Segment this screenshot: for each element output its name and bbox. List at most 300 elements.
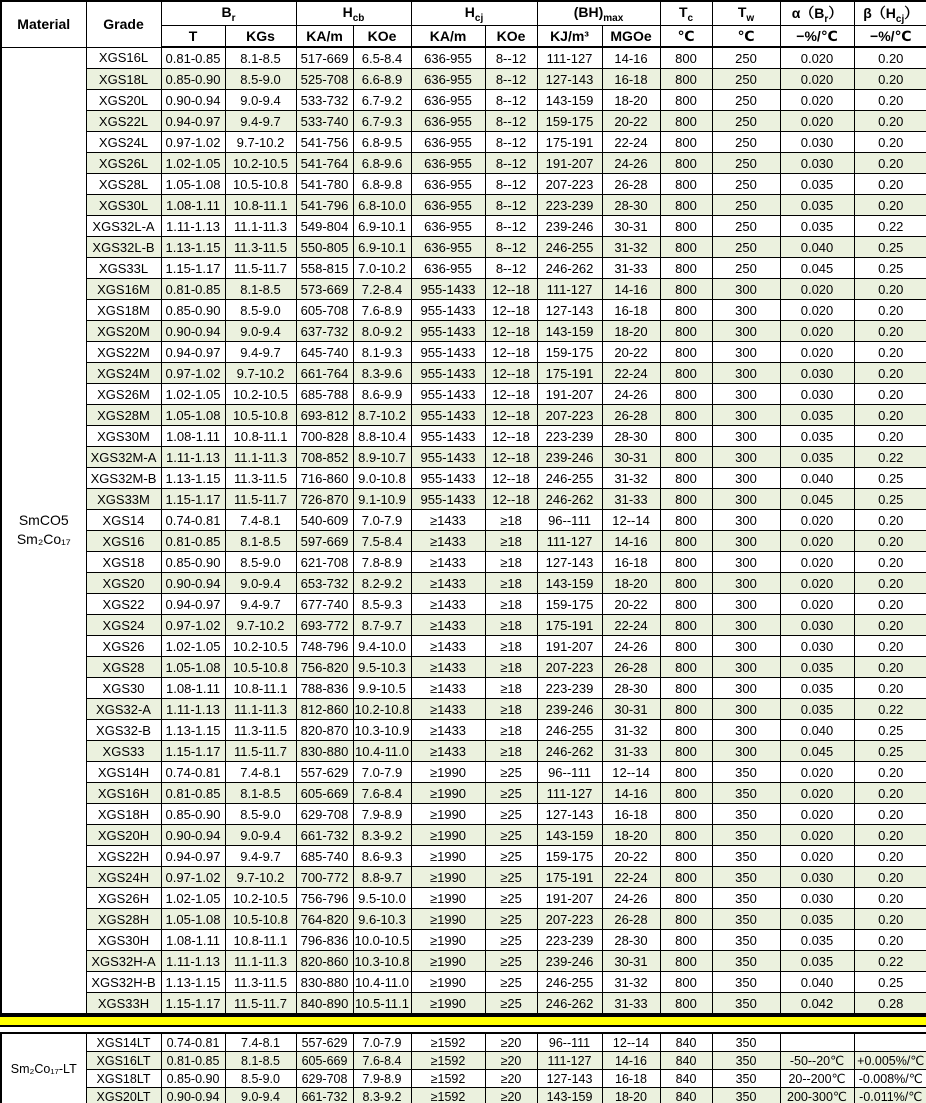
- hcb-kam-cell: 653-732: [296, 573, 353, 594]
- alpha-cell: -50--20℃: [780, 1052, 854, 1070]
- hcb-kam-cell: 605-669: [296, 1052, 353, 1070]
- hcj-koe-cell: 8--12: [485, 111, 537, 132]
- beta-cell: 0.20: [854, 510, 926, 531]
- alpha-cell: 0.030: [780, 636, 854, 657]
- tw-cell: 300: [712, 636, 780, 657]
- br-kgs-cell: 11.3-11.5: [225, 468, 296, 489]
- col-header-beta-hcj: $\beta(H_{cj})$: [854, 1, 926, 26]
- alpha-cell: 0.035: [780, 195, 854, 216]
- grade-cell: XGS24H: [86, 867, 161, 888]
- alpha-cell: 0.040: [780, 972, 854, 993]
- hcb-koe-cell: 8.6-9.9: [353, 384, 411, 405]
- bhmax-mgoe-cell: 12--14: [602, 762, 660, 783]
- bhmax-mgoe-cell: 24-26: [602, 384, 660, 405]
- beta-cell: 0.25: [854, 468, 926, 489]
- br-t-cell: 0.81-0.85: [161, 47, 225, 69]
- hcb-koe-cell: 9.5-10.3: [353, 657, 411, 678]
- grade-cell: XGS14H: [86, 762, 161, 783]
- table-row: [1, 426, 926, 447]
- grade-cell: XGS20M: [86, 321, 161, 342]
- tc-cell: 800: [660, 594, 712, 615]
- grade-cell: XGS26L: [86, 153, 161, 174]
- tw-cell: 350: [712, 762, 780, 783]
- tc-cell: 800: [660, 930, 712, 951]
- tw-cell: 250: [712, 174, 780, 195]
- grade-cell: XGS33: [86, 741, 161, 762]
- beta-cell: 0.20: [854, 657, 926, 678]
- table-header: [1, 1, 926, 47]
- bhmax-kjm3-cell: 143-159: [537, 90, 602, 111]
- table-row: [1, 993, 926, 1015]
- alpha-cell: 0.035: [780, 426, 854, 447]
- bhmax-kjm3-cell: 246-255: [537, 720, 602, 741]
- tw-cell: 300: [712, 279, 780, 300]
- table-row: [1, 90, 926, 111]
- unit-tw: ℃: [712, 26, 780, 48]
- br-kgs-cell: 10.8-11.1: [225, 426, 296, 447]
- tw-cell: 350: [712, 804, 780, 825]
- tw-cell: 350: [712, 930, 780, 951]
- hcb-koe-cell: 6.9-10.1: [353, 216, 411, 237]
- tw-cell: 300: [712, 426, 780, 447]
- bhmax-mgoe-cell: 31-33: [602, 993, 660, 1015]
- alpha-cell: 0.020: [780, 342, 854, 363]
- hcb-koe-cell: 6.8-9.5: [353, 132, 411, 153]
- tc-cell: 800: [660, 132, 712, 153]
- alpha-cell: 0.030: [780, 153, 854, 174]
- grade-cell: XGS30L: [86, 195, 161, 216]
- tw-cell: 350: [712, 993, 780, 1015]
- hcj-koe-cell: ≥25: [485, 972, 537, 993]
- hcb-kam-cell: 726-870: [296, 489, 353, 510]
- br-kgs-cell: 9.7-10.2: [225, 867, 296, 888]
- beta-cell: 0.20: [854, 132, 926, 153]
- col-header-alpha-br: $\alpha(B_r)$: [780, 1, 854, 26]
- alpha-cell: 0.020: [780, 804, 854, 825]
- tc-cell: 800: [660, 321, 712, 342]
- hcb-kam-cell: 541-756: [296, 132, 353, 153]
- hcb-koe-cell: 8.3-9.2: [353, 1088, 411, 1103]
- bhmax-kjm3-cell: 246-262: [537, 993, 602, 1015]
- bhmax-mgoe-cell: 14-16: [602, 531, 660, 552]
- tc-cell: 840: [660, 1052, 712, 1070]
- grade-cell: XGS32-A: [86, 699, 161, 720]
- hcj-kam-cell: 955-1433: [411, 468, 485, 489]
- hcj-koe-cell: ≥25: [485, 888, 537, 909]
- bhmax-mgoe-cell: 28-30: [602, 678, 660, 699]
- grade-cell: XGS26H: [86, 888, 161, 909]
- tw-cell: 300: [712, 468, 780, 489]
- grade-cell: XGS32H-A: [86, 951, 161, 972]
- hcj-kam-cell: ≥1433: [411, 552, 485, 573]
- bhmax-kjm3-cell: 143-159: [537, 321, 602, 342]
- tw-cell: 300: [712, 657, 780, 678]
- hcb-kam-cell: 550-805: [296, 237, 353, 258]
- table-row: [1, 531, 926, 552]
- beta-cell: [854, 1033, 926, 1052]
- bhmax-kjm3-cell: 96--111: [537, 762, 602, 783]
- hcb-kam-cell: 557-629: [296, 1033, 353, 1052]
- hcj-koe-cell: ≥18: [485, 741, 537, 762]
- hcb-koe-cell: 9.1-10.9: [353, 489, 411, 510]
- tw-cell: 250: [712, 195, 780, 216]
- beta-cell: 0.20: [854, 195, 926, 216]
- tc-cell: 800: [660, 90, 712, 111]
- grade-cell: XGS28L: [86, 174, 161, 195]
- table-row: [1, 111, 926, 132]
- tc-cell: 800: [660, 657, 712, 678]
- beta-cell: 0.22: [854, 447, 926, 468]
- br-t-cell: 1.08-1.11: [161, 930, 225, 951]
- br-t-cell: 0.94-0.97: [161, 111, 225, 132]
- tc-cell: 800: [660, 300, 712, 321]
- tw-cell: 350: [712, 825, 780, 846]
- bhmax-kjm3-cell: 175-191: [537, 615, 602, 636]
- grade-cell: XGS28H: [86, 909, 161, 930]
- br-t-cell: 0.97-1.02: [161, 363, 225, 384]
- grade-cell: XGS30H: [86, 930, 161, 951]
- alpha-cell: 0.035: [780, 678, 854, 699]
- alpha-cell: 0.030: [780, 615, 854, 636]
- hcb-koe-cell: 7.2-8.4: [353, 279, 411, 300]
- alpha-cell: 200-300℃: [780, 1088, 854, 1103]
- grade-cell: XGS20L: [86, 90, 161, 111]
- beta-cell: 0.20: [854, 384, 926, 405]
- hcb-koe-cell: 8.6-9.3: [353, 846, 411, 867]
- br-kgs-cell: 10.5-10.8: [225, 174, 296, 195]
- tw-cell: 300: [712, 531, 780, 552]
- grade-cell: XGS18LT: [86, 1070, 161, 1088]
- br-kgs-cell: 9.0-9.4: [225, 1088, 296, 1103]
- bhmax-mgoe-cell: 12--14: [602, 510, 660, 531]
- hcj-kam-cell: 955-1433: [411, 300, 485, 321]
- br-kgs-cell: 10.5-10.8: [225, 909, 296, 930]
- tw-cell: 300: [712, 384, 780, 405]
- tw-cell: 250: [712, 153, 780, 174]
- hcb-kam-cell: 788-836: [296, 678, 353, 699]
- hcb-kam-cell: 796-836: [296, 930, 353, 951]
- hcb-koe-cell: 6.6-8.9: [353, 69, 411, 90]
- alpha-cell: 0.035: [780, 951, 854, 972]
- bhmax-mgoe-cell: 20-22: [602, 846, 660, 867]
- grade-cell: XGS32L-B: [86, 237, 161, 258]
- alpha-cell: 0.035: [780, 930, 854, 951]
- beta-cell: 0.20: [854, 825, 926, 846]
- bhmax-mgoe-cell: 20-22: [602, 111, 660, 132]
- table-row: [1, 636, 926, 657]
- hcj-kam-cell: ≥1433: [411, 657, 485, 678]
- hcb-kam-cell: 549-804: [296, 216, 353, 237]
- hcj-koe-cell: 12--18: [485, 363, 537, 384]
- beta-cell: 0.22: [854, 216, 926, 237]
- beta-cell: 0.20: [854, 615, 926, 636]
- grade-cell: XGS22H: [86, 846, 161, 867]
- grade-cell: XGS18L: [86, 69, 161, 90]
- br-t-cell: 1.11-1.13: [161, 216, 225, 237]
- bhmax-kjm3-cell: 111-127: [537, 47, 602, 69]
- bhmax-mgoe-cell: 22-24: [602, 132, 660, 153]
- beta-cell: 0.25: [854, 972, 926, 993]
- tw-cell: 350: [712, 1088, 780, 1103]
- header-row-groups: [1, 1, 926, 26]
- br-t-cell: 1.08-1.11: [161, 678, 225, 699]
- table-row: [1, 384, 926, 405]
- hcb-kam-cell: 637-732: [296, 321, 353, 342]
- tc-cell: 800: [660, 405, 712, 426]
- lt-section-body: [1, 1033, 926, 1103]
- bhmax-kjm3-cell: 191-207: [537, 888, 602, 909]
- grade-cell: XGS33H: [86, 993, 161, 1015]
- br-t-cell: 1.05-1.08: [161, 174, 225, 195]
- hcj-kam-cell: ≥1592: [411, 1070, 485, 1088]
- hcb-kam-cell: 830-880: [296, 741, 353, 762]
- br-kgs-cell: 11.1-11.3: [225, 447, 296, 468]
- alpha-cell: 0.020: [780, 825, 854, 846]
- col-header-hcj: $H_{cj}$: [411, 1, 537, 26]
- hcb-kam-cell: 685-788: [296, 384, 353, 405]
- tc-cell: 800: [660, 510, 712, 531]
- tw-cell: 350: [712, 951, 780, 972]
- table-row: [1, 279, 926, 300]
- bhmax-kjm3-cell: 159-175: [537, 594, 602, 615]
- bhmax-kjm3-cell: 239-246: [537, 216, 602, 237]
- hcj-kam-cell: ≥1990: [411, 972, 485, 993]
- hcb-koe-cell: 8.5-9.3: [353, 594, 411, 615]
- beta-cell: 0.20: [854, 69, 926, 90]
- hcb-koe-cell: 8.1-9.3: [353, 342, 411, 363]
- alpha-cell: 0.020: [780, 90, 854, 111]
- beta-cell: 0.20: [854, 321, 926, 342]
- col-header-tw: $T_w$: [712, 1, 780, 26]
- hcb-kam-cell: 605-708: [296, 300, 353, 321]
- br-kgs-cell: 7.4-8.1: [225, 1033, 296, 1052]
- hcb-koe-cell: 7.6-8.9: [353, 300, 411, 321]
- tc-cell: 800: [660, 279, 712, 300]
- bhmax-mgoe-cell: 14-16: [602, 47, 660, 69]
- beta-cell: 0.20: [854, 552, 926, 573]
- hcb-koe-cell: 7.0-10.2: [353, 258, 411, 279]
- alpha-cell: 0.035: [780, 216, 854, 237]
- hcj-kam-cell: 955-1433: [411, 321, 485, 342]
- bhmax-mgoe-cell: 16-18: [602, 804, 660, 825]
- br-t-cell: 0.90-0.94: [161, 90, 225, 111]
- hcb-kam-cell: 661-732: [296, 825, 353, 846]
- table-row: [1, 699, 926, 720]
- hcj-kam-cell: ≥1433: [411, 720, 485, 741]
- alpha-cell: 0.030: [780, 867, 854, 888]
- tw-cell: 300: [712, 741, 780, 762]
- br-kgs-cell: 11.1-11.3: [225, 216, 296, 237]
- br-kgs-cell: 10.8-11.1: [225, 678, 296, 699]
- table-row: [1, 1052, 926, 1070]
- table-row: [1, 300, 926, 321]
- grade-cell: XGS32M-B: [86, 468, 161, 489]
- hcj-kam-cell: ≥1990: [411, 930, 485, 951]
- hcj-kam-cell: ≥1433: [411, 594, 485, 615]
- br-kgs-cell: 10.8-11.1: [225, 195, 296, 216]
- grade-cell: XGS20: [86, 573, 161, 594]
- br-kgs-cell: 11.3-11.5: [225, 972, 296, 993]
- beta-cell: 0.22: [854, 699, 926, 720]
- hcb-kam-cell: 558-815: [296, 258, 353, 279]
- alpha-cell: [780, 1033, 854, 1052]
- grade-cell: XGS18: [86, 552, 161, 573]
- bhmax-kjm3-cell: 175-191: [537, 867, 602, 888]
- hcb-koe-cell: 10.4-11.0: [353, 741, 411, 762]
- alpha-cell: 0.040: [780, 468, 854, 489]
- hcj-koe-cell: 12--18: [485, 447, 537, 468]
- hcj-kam-cell: 636-955: [411, 47, 485, 69]
- alpha-cell: 20--200℃: [780, 1070, 854, 1088]
- table-row: [1, 447, 926, 468]
- tc-cell: 800: [660, 216, 712, 237]
- bhmax-mgoe-cell: 22-24: [602, 363, 660, 384]
- grade-cell: XGS22L: [86, 111, 161, 132]
- tw-cell: 250: [712, 258, 780, 279]
- bhmax-kjm3-cell: 191-207: [537, 636, 602, 657]
- hcj-koe-cell: 8--12: [485, 90, 537, 111]
- hcj-kam-cell: 955-1433: [411, 489, 485, 510]
- hcj-koe-cell: ≥18: [485, 531, 537, 552]
- bhmax-mgoe-cell: 30-31: [602, 951, 660, 972]
- hcb-koe-cell: 8.8-9.7: [353, 867, 411, 888]
- br-kgs-cell: 11.5-11.7: [225, 489, 296, 510]
- br-t-cell: 1.02-1.05: [161, 384, 225, 405]
- hcb-koe-cell: 10.0-10.5: [353, 930, 411, 951]
- tc-cell: 800: [660, 69, 712, 90]
- table-row: [1, 132, 926, 153]
- br-kgs-cell: 8.5-9.0: [225, 69, 296, 90]
- beta-cell: 0.20: [854, 888, 926, 909]
- bhmax-kjm3-cell: 223-239: [537, 930, 602, 951]
- hcb-koe-cell: 8.7-10.2: [353, 405, 411, 426]
- hcb-kam-cell: 716-860: [296, 468, 353, 489]
- bhmax-kjm3-cell: 191-207: [537, 384, 602, 405]
- bhmax-kjm3-cell: 246-262: [537, 258, 602, 279]
- bhmax-kjm3-cell: 207-223: [537, 657, 602, 678]
- bhmax-mgoe-cell: 28-30: [602, 426, 660, 447]
- br-kgs-cell: 9.0-9.4: [225, 573, 296, 594]
- tw-cell: 300: [712, 321, 780, 342]
- hcb-koe-cell: 7.6-8.4: [353, 783, 411, 804]
- hcj-kam-cell: ≥1990: [411, 951, 485, 972]
- bhmax-kjm3-cell: 175-191: [537, 363, 602, 384]
- tc-cell: 800: [660, 237, 712, 258]
- tc-cell: 840: [660, 1033, 712, 1052]
- hcj-koe-cell: 8--12: [485, 69, 537, 90]
- beta-cell: 0.20: [854, 300, 926, 321]
- hcb-koe-cell: 7.8-8.9: [353, 552, 411, 573]
- tw-cell: 300: [712, 489, 780, 510]
- beta-cell: -0.011%/℃: [854, 1088, 926, 1103]
- hcb-kam-cell: 764-820: [296, 909, 353, 930]
- br-kgs-cell: 11.1-11.3: [225, 951, 296, 972]
- tw-cell: 350: [712, 972, 780, 993]
- beta-cell: 0.20: [854, 174, 926, 195]
- unit-hcj-koe: KOe: [485, 26, 537, 48]
- bhmax-mgoe-cell: 14-16: [602, 1052, 660, 1070]
- hcj-kam-cell: 636-955: [411, 258, 485, 279]
- tc-cell: 800: [660, 783, 712, 804]
- bhmax-kjm3-cell: 239-246: [537, 699, 602, 720]
- br-kgs-cell: 11.3-11.5: [225, 237, 296, 258]
- hcb-koe-cell: 7.0-7.9: [353, 1033, 411, 1052]
- hcj-koe-cell: ≥18: [485, 636, 537, 657]
- tc-cell: 800: [660, 825, 712, 846]
- hcj-koe-cell: 12--18: [485, 426, 537, 447]
- hcj-koe-cell: ≥18: [485, 552, 537, 573]
- hcj-koe-cell: ≥18: [485, 678, 537, 699]
- beta-cell: 0.20: [854, 363, 926, 384]
- br-kgs-cell: 9.4-9.7: [225, 594, 296, 615]
- unit-br-kgs: KGs: [225, 26, 296, 48]
- unit-bhmax-mgoe: MGOe: [602, 26, 660, 48]
- tw-cell: 250: [712, 216, 780, 237]
- hcj-koe-cell: ≥25: [485, 867, 537, 888]
- hcj-koe-cell: 8--12: [485, 195, 537, 216]
- bhmax-kjm3-cell: 143-159: [537, 825, 602, 846]
- br-t-cell: 0.81-0.85: [161, 1052, 225, 1070]
- bhmax-kjm3-cell: 207-223: [537, 405, 602, 426]
- tw-cell: 350: [712, 867, 780, 888]
- br-kgs-cell: 10.2-10.5: [225, 384, 296, 405]
- tw-cell: 250: [712, 111, 780, 132]
- beta-cell: 0.20: [854, 279, 926, 300]
- hcb-kam-cell: 557-629: [296, 762, 353, 783]
- br-kgs-cell: 9.7-10.2: [225, 363, 296, 384]
- hcj-koe-cell: 12--18: [485, 342, 537, 363]
- hcb-koe-cell: 6.9-10.1: [353, 237, 411, 258]
- grade-cell: XGS20H: [86, 825, 161, 846]
- hcb-koe-cell: 7.5-8.4: [353, 531, 411, 552]
- bhmax-kjm3-cell: 111-127: [537, 783, 602, 804]
- bhmax-kjm3-cell: 223-239: [537, 426, 602, 447]
- hcb-koe-cell: 6.5-8.4: [353, 47, 411, 69]
- hcj-koe-cell: ≥18: [485, 720, 537, 741]
- br-t-cell: 1.11-1.13: [161, 951, 225, 972]
- hcj-kam-cell: ≥1990: [411, 804, 485, 825]
- beta-cell: 0.20: [854, 153, 926, 174]
- tc-cell: 800: [660, 636, 712, 657]
- tc-cell: 800: [660, 174, 712, 195]
- br-t-cell: 0.81-0.85: [161, 279, 225, 300]
- material-cell: SmCO5 Sm₂Co₁₇: [1, 47, 86, 1014]
- hcj-kam-cell: 636-955: [411, 153, 485, 174]
- tc-cell: 800: [660, 972, 712, 993]
- tw-cell: 350: [712, 1033, 780, 1052]
- hcj-kam-cell: ≥1990: [411, 762, 485, 783]
- hcj-koe-cell: ≥18: [485, 657, 537, 678]
- hcj-kam-cell: 955-1433: [411, 342, 485, 363]
- bhmax-kjm3-cell: 111-127: [537, 531, 602, 552]
- bhmax-mgoe-cell: 14-16: [602, 783, 660, 804]
- br-kgs-cell: 8.5-9.0: [225, 552, 296, 573]
- hcb-kam-cell: 700-828: [296, 426, 353, 447]
- br-kgs-cell: 10.2-10.5: [225, 888, 296, 909]
- hcj-koe-cell: ≥18: [485, 510, 537, 531]
- bhmax-kjm3-cell: 127-143: [537, 300, 602, 321]
- alpha-cell: 0.045: [780, 258, 854, 279]
- tw-cell: 250: [712, 69, 780, 90]
- hcj-kam-cell: ≥1990: [411, 909, 485, 930]
- magnet-spec-table-lt: [0, 1032, 926, 1103]
- bhmax-kjm3-cell: 159-175: [537, 846, 602, 867]
- bhmax-kjm3-cell: 143-159: [537, 1088, 602, 1103]
- bhmax-kjm3-cell: 223-239: [537, 195, 602, 216]
- tw-cell: 300: [712, 699, 780, 720]
- hcj-koe-cell: 12--18: [485, 300, 537, 321]
- tc-cell: 800: [660, 531, 712, 552]
